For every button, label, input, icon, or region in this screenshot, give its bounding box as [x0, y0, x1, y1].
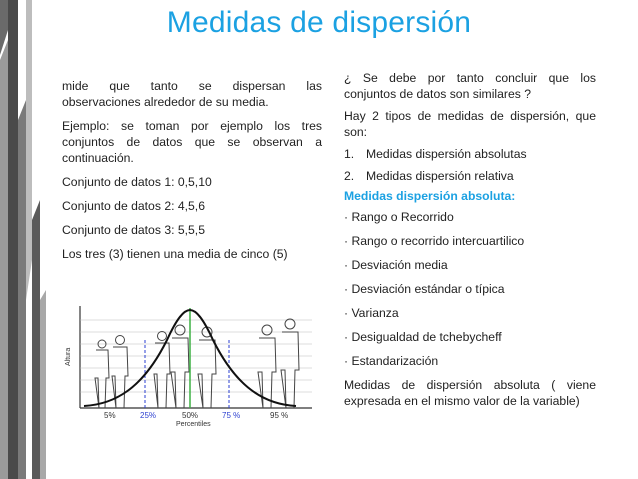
- tick-5: 5%: [104, 411, 116, 420]
- section-heading: Medidas dispersión absoluta:: [344, 189, 516, 203]
- list-number: 1.: [344, 147, 355, 161]
- decorative-stripes: [0, 0, 50, 479]
- list-item-1: [344, 146, 596, 162]
- data-set-1: Conjunto de datos 1: 0,5,10: [62, 175, 212, 189]
- bullet-item: · Rango o Recorrido: [344, 210, 454, 224]
- tick-25: 25%: [140, 411, 157, 420]
- right-column: [344, 70, 596, 409]
- closing-line-2: expresada en el mismo valor de la variable): [344, 394, 580, 408]
- example-line-2: conjuntos de datos que se observan a: [62, 135, 322, 149]
- bullet-item: · Desigualdad de tchebycheff: [344, 330, 502, 344]
- list-number: 2.: [344, 169, 355, 183]
- types-line-2: son:: [344, 125, 368, 139]
- conclusion-text: Los tres (3) tienen una media de cinco (5): [62, 247, 288, 261]
- bullet-item: · Desviación estándar o típica: [344, 282, 505, 296]
- list-text: Medidas dispersión relativa: [366, 169, 514, 183]
- left-column: [62, 78, 322, 262]
- list-item-2: [344, 168, 596, 184]
- question-line-2: conjuntos de datos son similares ?: [344, 87, 531, 101]
- list-text: Medidas dispersión absolutas: [366, 147, 527, 161]
- example-line-1: Ejemplo: se toman por ejemplo los tres: [62, 119, 322, 133]
- figure-xlabel: Percentiles: [176, 421, 211, 428]
- types-line-1: Hay 2 tipos de medidas de dispersión, que: [344, 109, 596, 123]
- tick-95: 95 %: [270, 411, 289, 420]
- tick-75: 75 %: [222, 411, 241, 420]
- tick-50: 50%: [182, 411, 199, 420]
- data-set-3: Conjunto de datos 3: 5,5,5: [62, 223, 205, 237]
- example-line-3: continuación.: [62, 151, 134, 165]
- bullet-item: · Rango o recorrido intercuartilico: [344, 234, 525, 248]
- figure-ylabel: Altura: [65, 347, 72, 366]
- slide-title: Medidas de dispersión: [166, 6, 472, 39]
- height-percentile-figure: [62, 300, 318, 428]
- bullet-item: · Varianza: [344, 306, 399, 320]
- closing-line-1: Medidas de dispersión absoluta ( viene: [344, 378, 596, 392]
- data-set-2: Conjunto de datos 2: 4,5,6: [62, 199, 205, 213]
- question-line-1: ¿ Se debe por tanto concluir que los: [344, 71, 596, 85]
- intro-line-2: observaciones alrededor de su media.: [62, 95, 269, 109]
- intro-line-1: mide que tanto se dispersan las: [62, 79, 322, 93]
- bullet-item: · Estandarización: [344, 354, 439, 368]
- bullet-item: · Desviación media: [344, 258, 448, 272]
